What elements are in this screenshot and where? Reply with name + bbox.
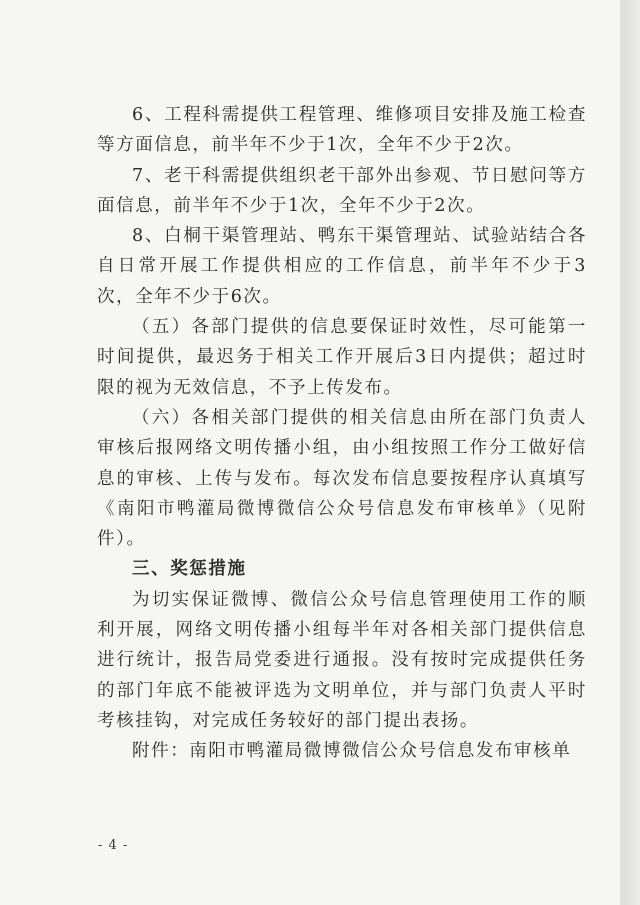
page-number: - 4 - (98, 838, 129, 853)
page-edge (620, 0, 640, 905)
paragraph-item-7: 7、老干科需提供组织老干部外出参观、节日慰问等方面信息，前半年不少于1次，全年不少于2次。 (97, 165, 587, 216)
section-heading: 三、奖惩措施 (132, 559, 247, 580)
attachment-note: 附件：南阳市鸭灌局微博微信公众号信息发布审核单 (132, 741, 572, 762)
document-body (97, 100, 587, 767)
paragraph-item-8: 8、白桐干渠管理站、鸭东干渠管理站、试验站结合各自日常开展工作提供相应的工作信息，前半年不少于3次，全年不少于6次。 (97, 226, 587, 307)
paragraph-item-6: 6、工程科需提供工程管理、维修项目安排及施工检查等方面信息，前半年不少于1次，全年不少于2次。 (97, 105, 587, 156)
paragraph-section-6: （六）各相关部门提供的相关信息由所在部门负责人审核后报网络文明传播小组，由小组按照工作分工做好信息的审核、上传与发布。每次发布信息要按程序认真填写《南阳市鸭灌局微博微信公众号信息发布审核单》（见附件）。 (97, 407, 587, 550)
paragraph-section-5: （五）各部门提供的信息要保证时效性，尽可能第一时间提供，最迟务于相关工作开展后3日内提供；超过时限的视为无效信息，不予上传发布。 (97, 317, 587, 398)
paragraph-rewards-penalties: 为切实保证微博、微信公众号信息管理使用工作的顺利开展，网络文明传播小组每半年对各相关部门提供信息进行统计，报告局党委进行通报。没有按时完成提供任务的部门年底不能被评选为文明单位，并与部门负责人平时考核挂钩，对完成任务较好的部门提出表扬。 (97, 589, 587, 731)
